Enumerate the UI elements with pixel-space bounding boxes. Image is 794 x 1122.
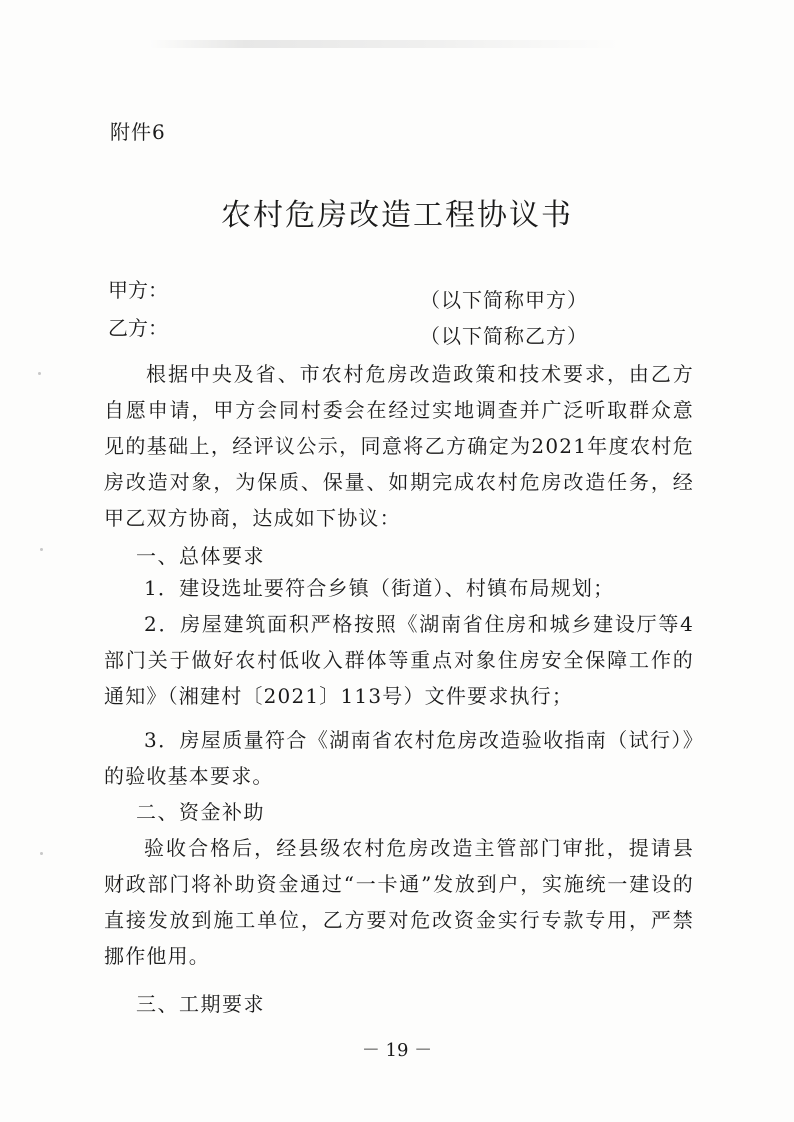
requirement-item-3: 3．房屋质量符合《湖南省农村危房改造验收指南（试行）》的验收基本要求。 [104,728,694,788]
requirement-item-1: 1．建设选址要符合乡镇（街道）、村镇布局规划； [144,576,615,600]
scan-artifact [150,40,620,48]
party-b-note: （以下简称乙方） [420,324,588,348]
party-b-label: 乙方： [108,316,168,340]
section-heading-general: 一、总体要求 [136,544,265,568]
section-heading-funding: 二、资金补助 [136,800,265,824]
party-a-label: 甲方： [108,278,168,302]
scan-speck [40,852,43,855]
page-number: － 19 － [361,1040,433,1061]
requirement-item-2: 2．房屋建筑面积严格按照《湖南省住房和城乡建设厅等4部门关于做好农村低收入群体等重点对象住房安全保障工作的通知》（湘建村〔2021〕113号）文件要求执行； [104,612,694,708]
funding-paragraph: 验收合格后，经县级农村危房改造主管部门审批，提请县财政部门将补助资金通过“一卡通”发放到户，实施统一建设的直接发放到施工单位，乙方要对危改资金实行专款专用，严禁挪作他用。 [104,836,694,968]
party-a-note: （以下简称甲方） [420,288,588,312]
attachment-label: 附件6 [110,120,166,144]
scan-speck [40,548,43,551]
scan-speck [38,372,41,375]
section-heading-schedule: 三、工期要求 [136,992,265,1016]
intro-paragraph: 根据中央及省、市农村危房改造政策和技术要求，由乙方自愿申请，甲方会同村委会在经过实地调查并广泛听取群众意见的基础上，经评议公示，同意将乙方确定为2021年度农村危房改造对象，为保质、保量、如期完成农村危房改造任务，经甲乙双方协商，达成如下协议： [104,362,694,530]
document-title: 农村危房改造工程协议书 [221,198,573,233]
